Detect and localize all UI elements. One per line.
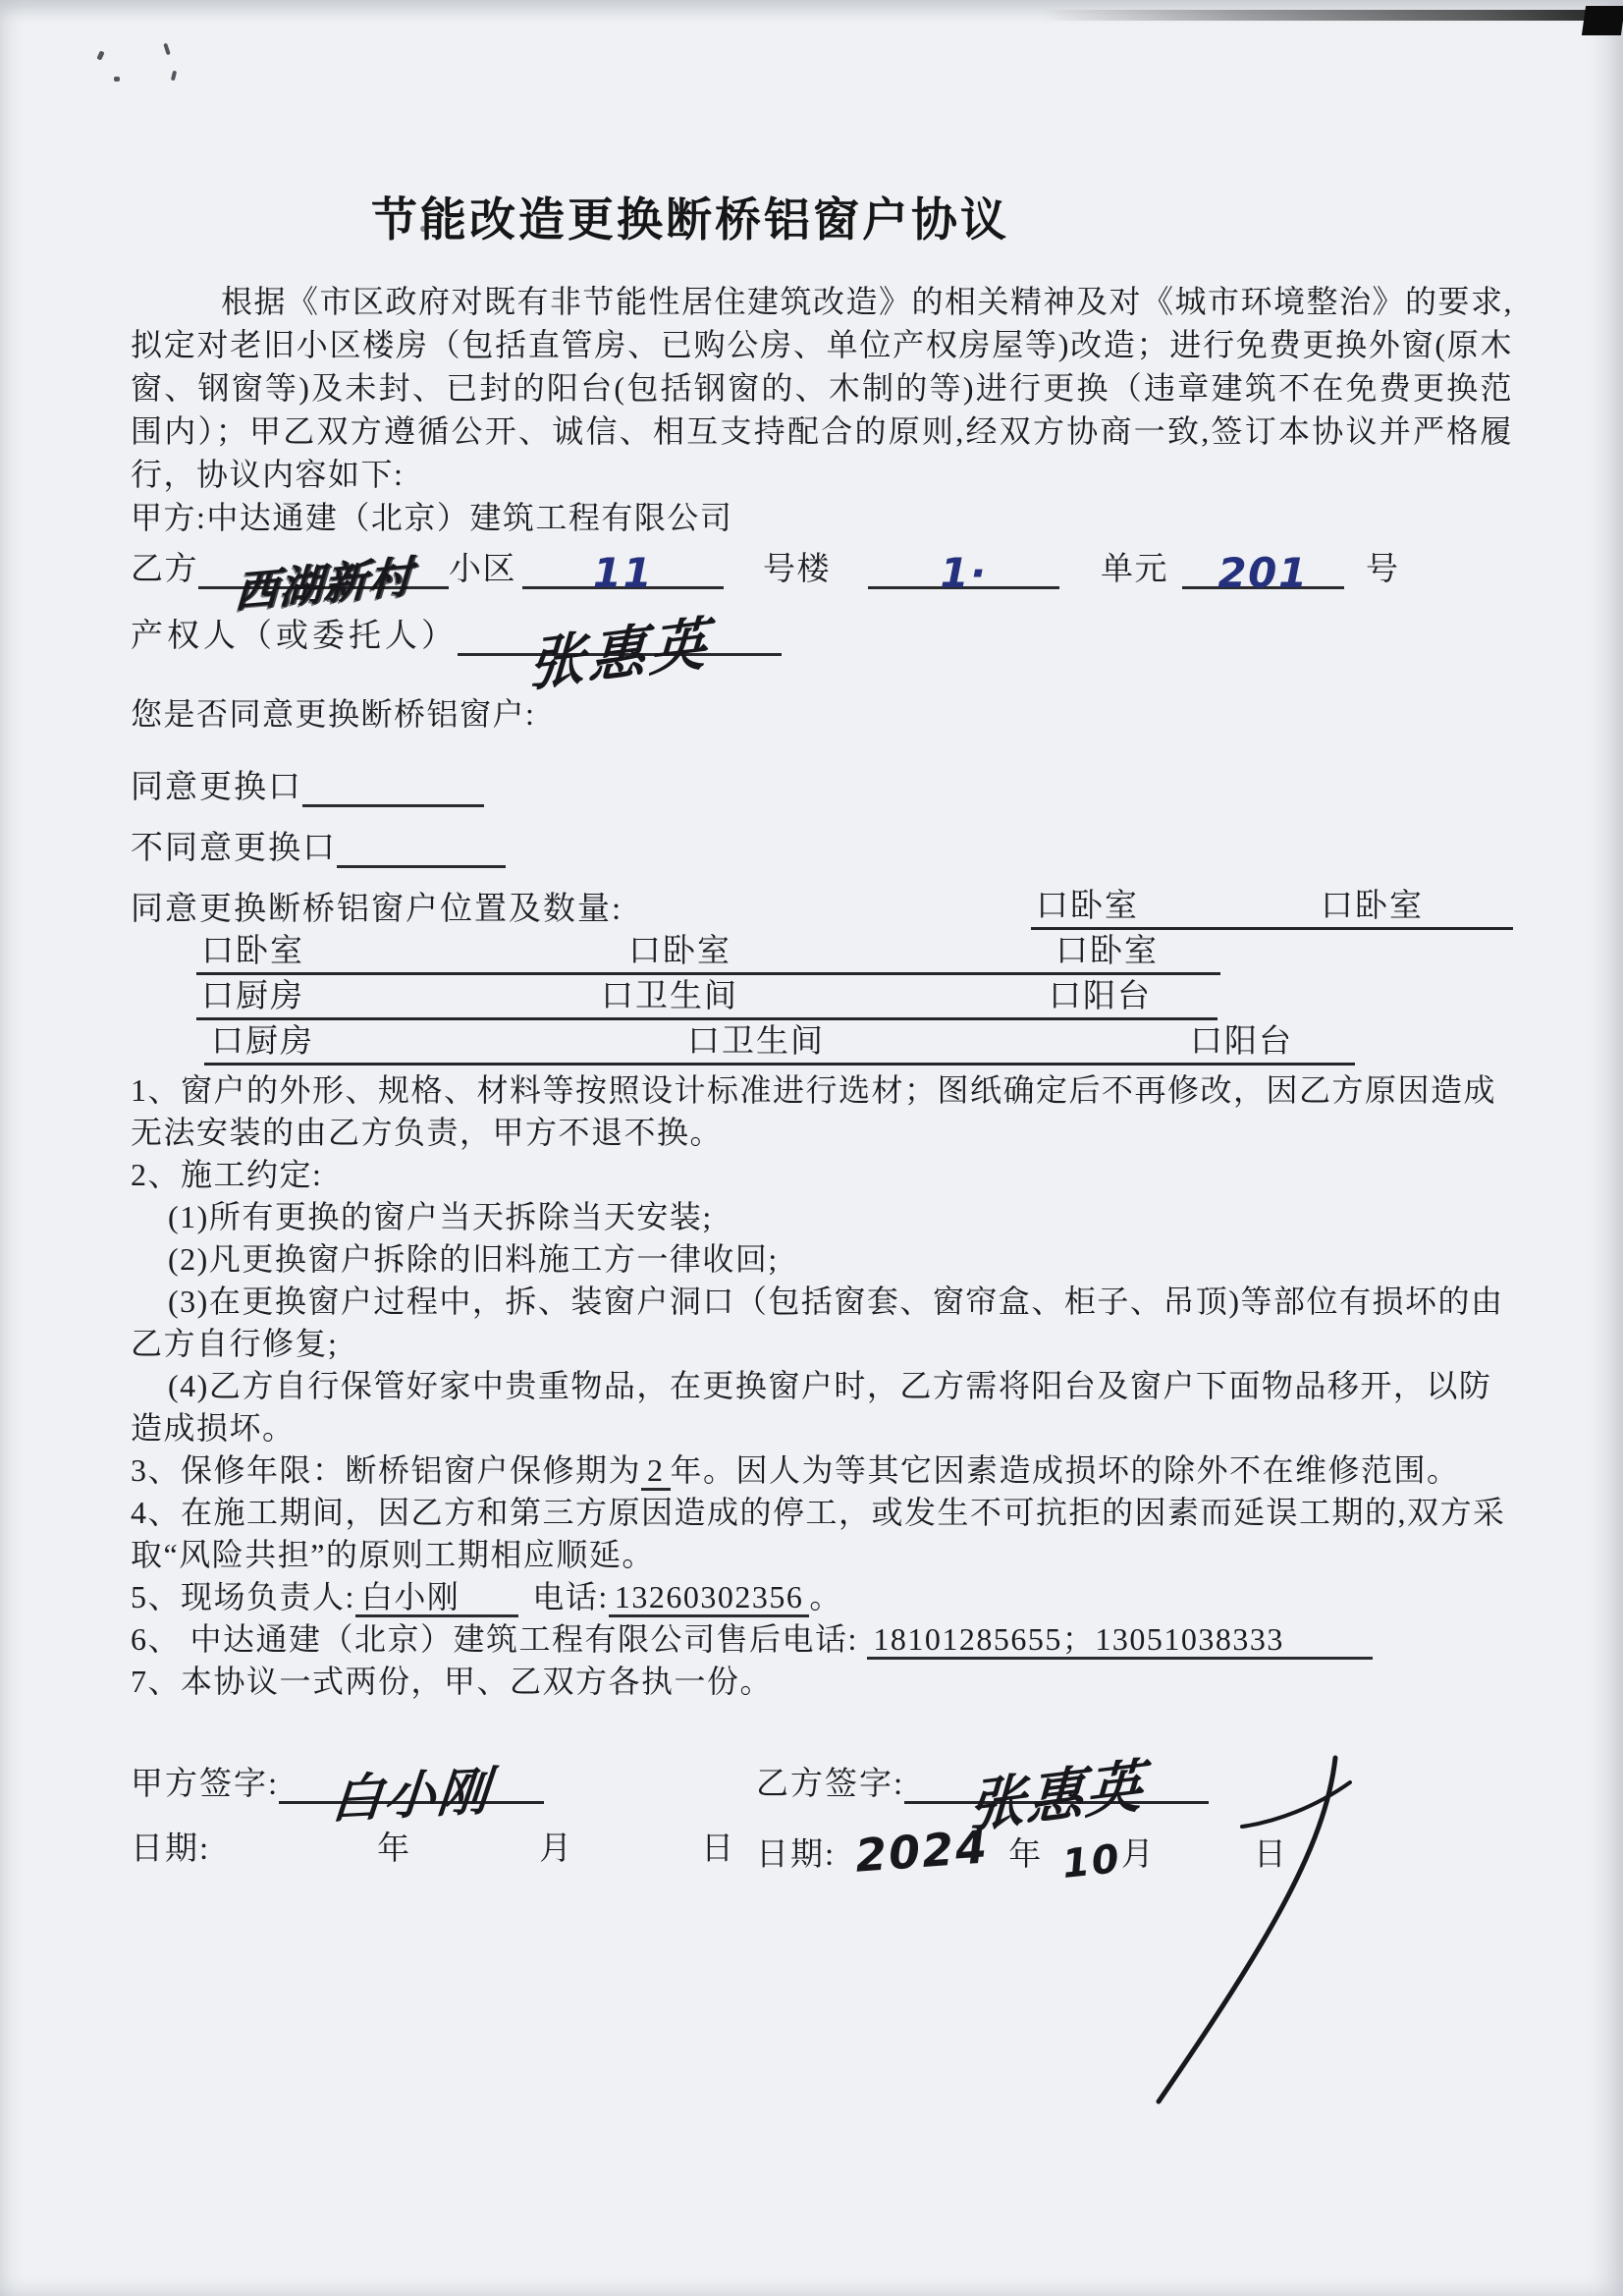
party-a-signature-field	[279, 1758, 544, 1831]
scan-speck	[114, 77, 120, 82]
community-handwriting: 西湖新村	[233, 551, 414, 619]
clause-3-suffix: 年。因人为等其它因素造成损坏的除外不在维修范围。	[670, 1452, 1460, 1488]
locations-header-label: 同意更换断桥铝窗户位置及数量:	[131, 892, 623, 927]
day-label: 日	[701, 1831, 736, 1867]
month-label: 月	[539, 1831, 574, 1867]
document-content	[131, 191, 1513, 2052]
consent-question: 您是否同意更换断桥铝窗户:	[131, 696, 536, 732]
party-a-signature-handwriting: 白小刚	[329, 1762, 494, 1831]
phone-label: 电话:	[532, 1579, 609, 1614]
intro-paragraph: 根据《市区政府对既有非节能性居住建筑改造》的相关精神及对《城市环境整治》的要求,拟定对老旧小区楼房（包括直管房、已购公房、单位产权房屋等)改造；进行免费更换外窗(原木窗、钢窗等)及未封、已封的阳台(包括钢窗的、木制的等)进行更换（违章建筑不在免费更换范围内）；甲乙双方遵循公开、诚信、相互支持配合的原则,经双方协商一致,签订本协议并严格履行，协议内容如下:	[131, 284, 1514, 492]
building-no-field	[522, 549, 724, 597]
clause-7: 7、本协议一式两份，甲、乙双方各执一份。	[131, 1664, 774, 1699]
party-b-sign-label: 乙方签字:	[756, 1767, 905, 1802]
locations-row-2	[131, 975, 1513, 1020]
owner-label: 产权人（或委托人）	[131, 619, 458, 654]
community-field	[198, 549, 449, 619]
checkbox-balcony: 口阳台	[1049, 979, 1152, 1014]
room-no-field	[1182, 549, 1344, 597]
room-label: 号	[1366, 552, 1400, 587]
party-a-sign-label: 甲方签字:	[131, 1767, 280, 1802]
checkbox-bedroom: 口卧室	[1055, 934, 1159, 969]
agree-label: 同意更换口	[131, 770, 302, 805]
disagree-label: 不同意更换口	[131, 831, 337, 866]
room-no-handwriting: 201	[1217, 549, 1309, 597]
party-b-line	[131, 543, 1513, 619]
locations-row-1	[131, 930, 1513, 975]
scan-corner-artifact	[1582, 6, 1623, 35]
disagree-blank-field	[337, 828, 506, 868]
party-b-label: 乙方	[131, 552, 198, 587]
clause-3-prefix: 3、保修年限：断桥铝窗户保修期为	[131, 1452, 642, 1488]
day-label: 日	[1253, 1837, 1288, 1873]
checkbox-bedroom: 口卧室	[628, 934, 731, 969]
clause-2-1: (1)所有更换的窗户当天拆除当天安装;	[168, 1199, 713, 1234]
owner-signature-handwriting: 张惠英	[526, 609, 712, 699]
clause-1: 1、窗户的外形、规格、材料等按照设计标准进行选材；图纸确定后不再修改，因乙方原因造成无法安装的由乙方负责，甲方不退不换。	[131, 1072, 1497, 1150]
owner-signature-field	[458, 609, 782, 699]
site-manager-name: 白小刚	[355, 1579, 519, 1617]
clause-2-4: (4)乙方自行保管好家中贵重物品，在更换窗户时，乙方需将阳台及窗户下面物品移开，以防造成损坏。	[131, 1368, 1492, 1446]
clause-6-prefix: 6、 中达通建（北京）建筑工程有限公司售后电话:	[131, 1621, 858, 1657]
scan-streak-artifact	[1041, 10, 1623, 21]
clause-4: 4、在施工期间，因乙方和第三方原因造成的停工，或发生不可抗拒的因素而延误工期的,双方采取“风险共担”的原则工期相应顺延。	[131, 1495, 1506, 1572]
checkbox-balcony: 口阳台	[1190, 1024, 1293, 1060]
party-b-signature-handwriting: 张惠英	[966, 1751, 1147, 1841]
party-a-line: 甲方:中达通建（北京）建筑工程有限公司	[131, 500, 733, 535]
party-b-signature-line	[756, 1751, 1288, 1841]
clause-6	[131, 1618, 1513, 1661]
unit-no-handwriting: 1·	[940, 549, 988, 597]
clause-3	[131, 1449, 1513, 1492]
clause-2-3: (3)在更换窗户过程中，拆、装窗户洞口（包括窗套、窗帘盒、柜子、吊顶)等部位有损坏的由乙方自行修复;	[131, 1284, 1504, 1361]
site-manager-phone: 13260302356	[609, 1579, 810, 1617]
clause-5-prefix: 5、现场负责人:	[131, 1579, 355, 1614]
party-b-year-handwriting: 2024	[853, 1820, 991, 1883]
agree-option-line	[131, 761, 1513, 806]
page-title: 节能改造更换断桥铝窗户协议	[371, 195, 1009, 246]
year-label: 年	[1008, 1837, 1044, 1873]
party-b-signature-field	[904, 1751, 1209, 1841]
checkbox-bedroom: 口卧室	[201, 934, 304, 969]
party-a-signature-line	[131, 1758, 735, 1831]
checkbox-bedroom: 口卧室	[1321, 889, 1424, 924]
year-label: 年	[377, 1831, 412, 1867]
checkbox-bedroom: 口卧室	[1036, 889, 1139, 924]
building-no-handwriting: 11	[592, 549, 654, 597]
unit-no-field	[868, 549, 1059, 597]
owner-line	[131, 609, 1513, 699]
row-underline	[204, 1063, 1355, 1066]
checkbox-kitchen: 口厨房	[201, 979, 304, 1014]
checkbox-kitchen: 口厨房	[211, 1024, 314, 1060]
checkbox-bathroom: 口卫生间	[601, 979, 738, 1014]
party-b-month-handwriting: 10	[1059, 1836, 1124, 1887]
party-a-signature-column	[131, 1758, 735, 1869]
disagree-option-line	[131, 822, 1513, 867]
signature-block	[131, 1751, 1513, 2052]
warranty-years-value: 2	[641, 1452, 671, 1491]
checkbox-bathroom: 口卫生间	[687, 1024, 825, 1060]
aftersales-phones: 18101285655；13051038333	[867, 1621, 1373, 1660]
party-b-signature-column	[756, 1751, 1288, 1887]
community-suffix-label: 小区	[449, 552, 516, 587]
unit-label: 单元	[1101, 552, 1168, 587]
scan-speck	[171, 71, 177, 82]
date-label: 日期:	[756, 1837, 837, 1873]
locations-header-row	[131, 883, 1513, 930]
agree-blank-field	[302, 767, 484, 807]
month-label: 月	[1120, 1837, 1156, 1873]
building-label: 号楼	[763, 552, 831, 587]
scan-speck	[96, 50, 104, 60]
clause-2-2: (2)凡更换窗户拆除的旧料施工方一律收回;	[168, 1241, 779, 1277]
scan-speck	[163, 43, 171, 56]
clause-5-suffix: 。	[809, 1579, 842, 1614]
party-a-date-line	[131, 1823, 735, 1869]
clause-5	[131, 1576, 1513, 1618]
locations-row-3	[131, 1020, 1513, 1066]
date-label: 日期:	[131, 1831, 211, 1867]
clause-2: 2、施工约定:	[131, 1157, 323, 1192]
